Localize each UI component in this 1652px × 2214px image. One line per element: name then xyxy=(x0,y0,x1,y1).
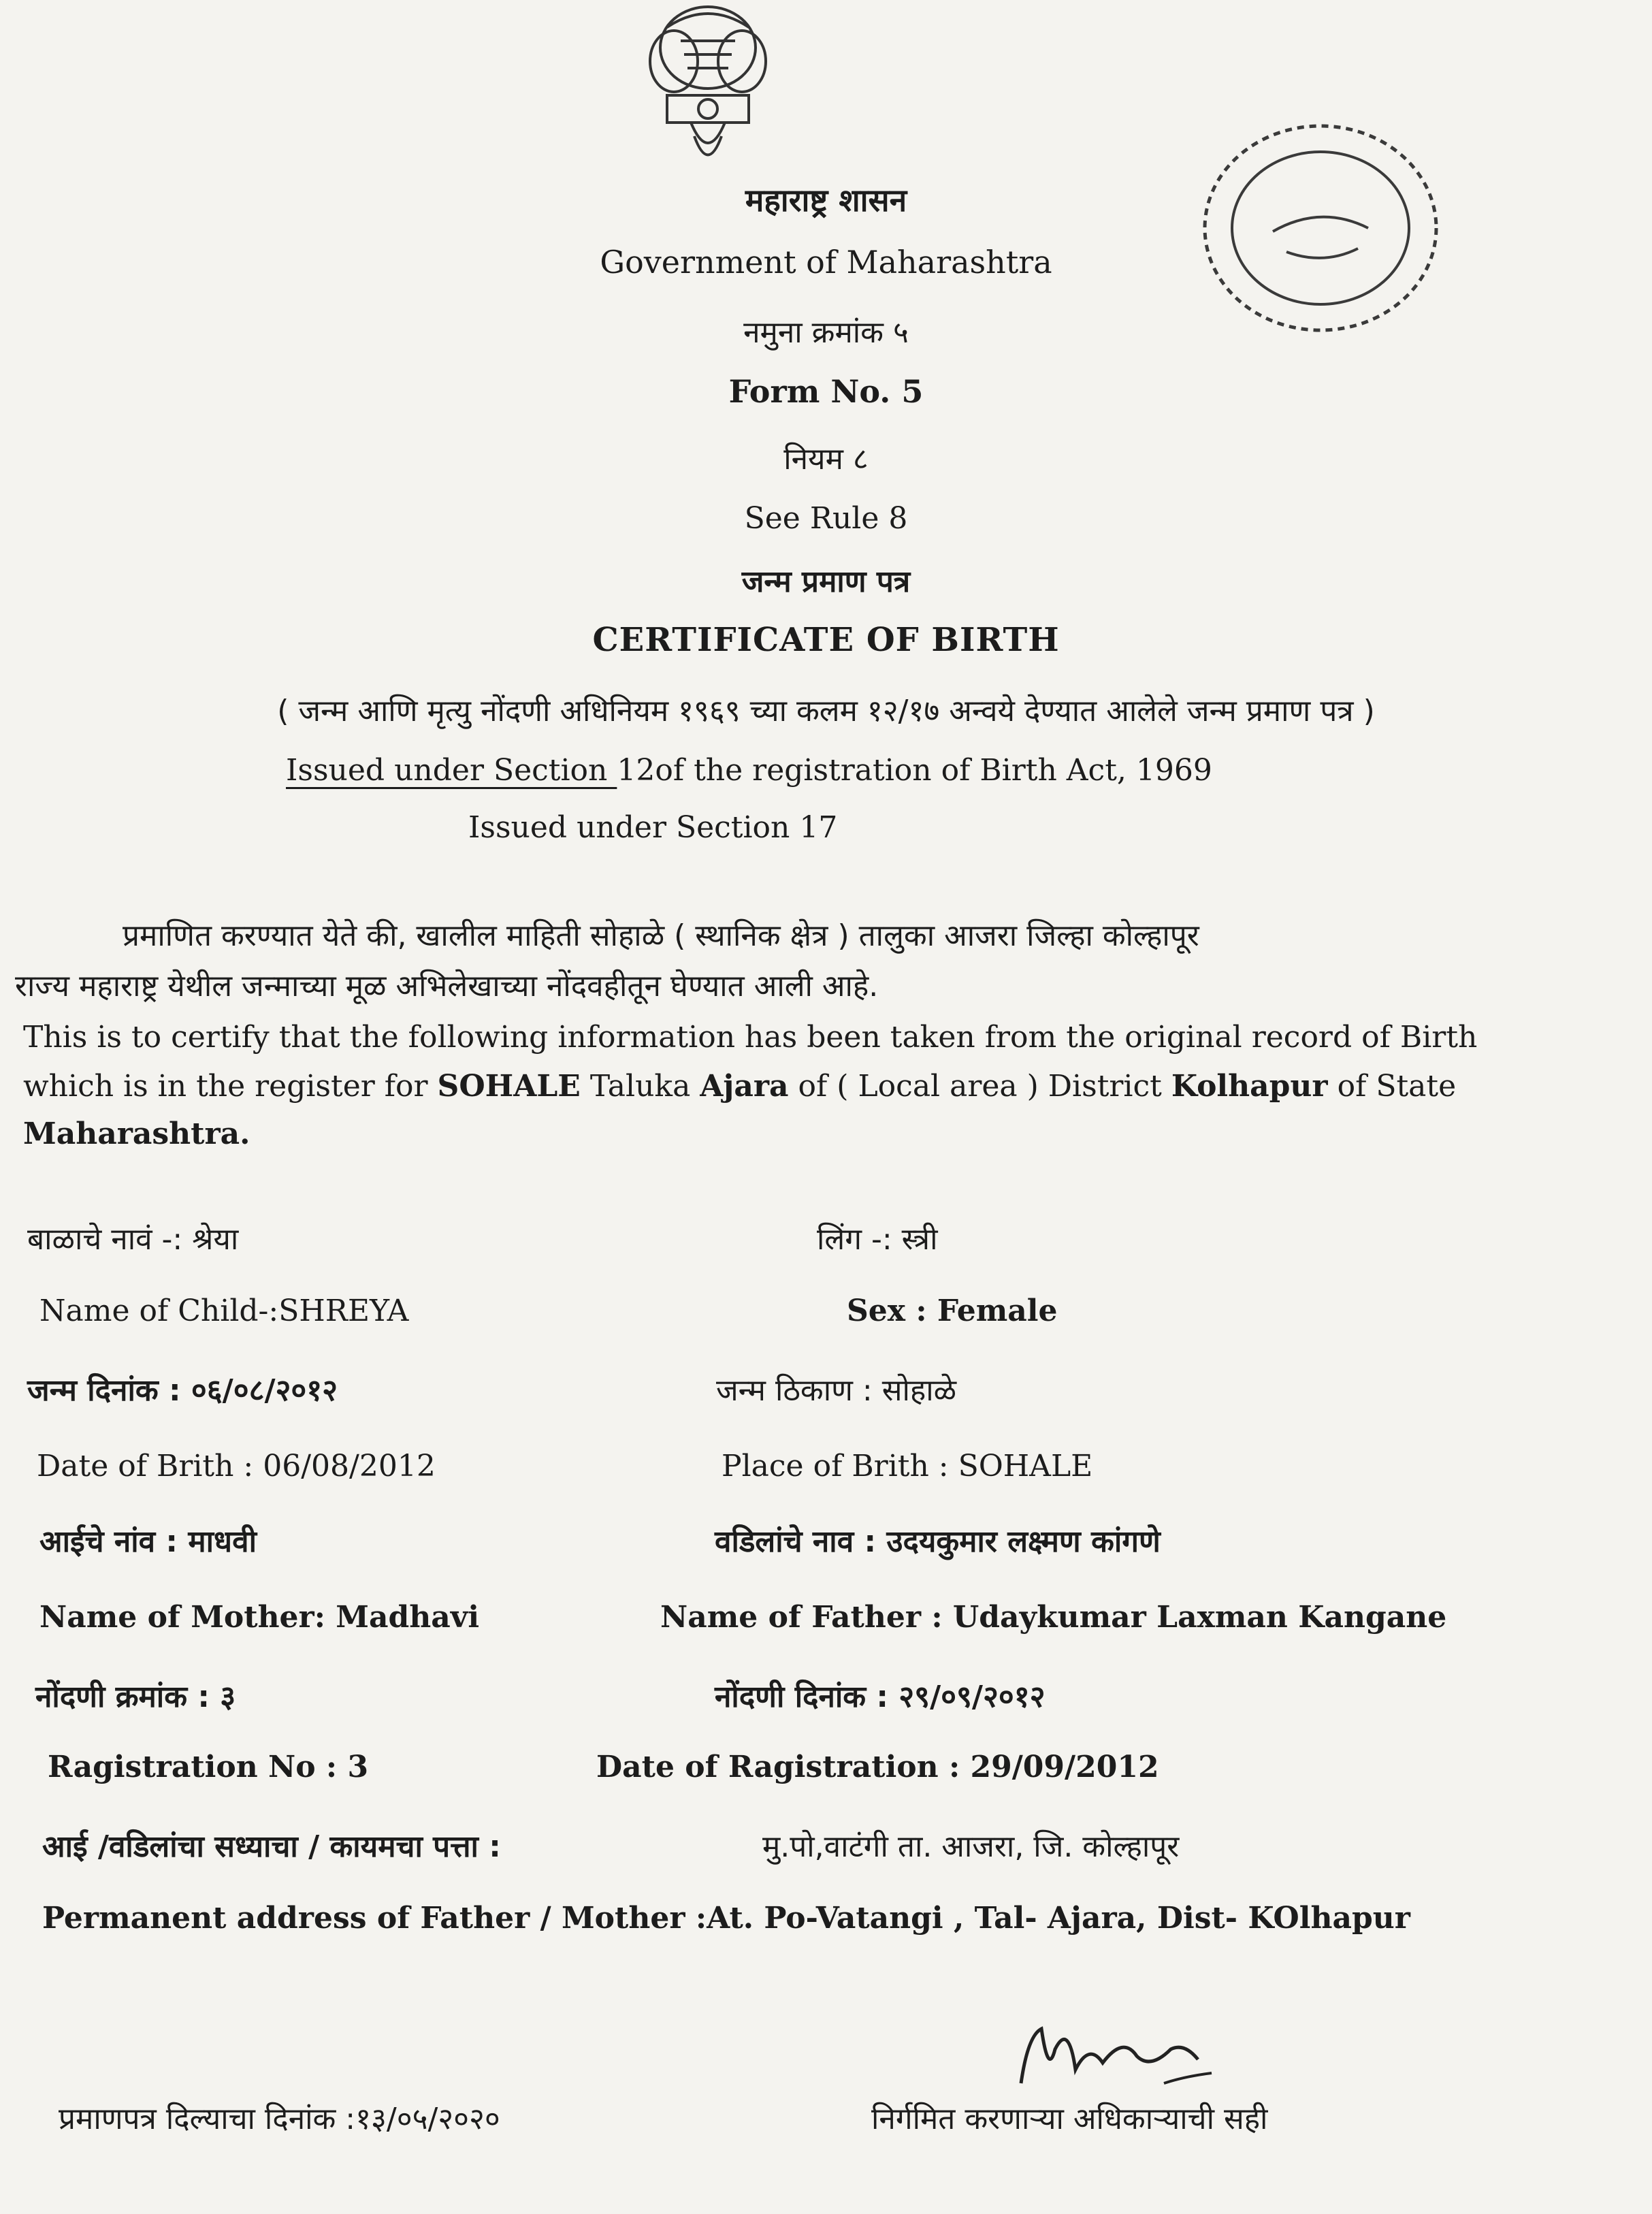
state-emblem-icon xyxy=(626,0,790,177)
registration-date-english: Date of Ragistration : 29/09/2012 xyxy=(596,1750,1159,1784)
date-of-birth-marathi: जन्म दिनांक : ०६/०८/२०१२ xyxy=(27,1373,338,1408)
certificate-issue-date-marathi: प्रमाणपत्र दिल्याचा दिनांक :१३/०५/२०२० xyxy=(59,2102,500,2136)
issuing-officer-signature-label: निर्गमित करणाऱ्या अधिकाऱ्याची सही xyxy=(871,2102,1268,2136)
issued-under-section-12 xyxy=(286,753,1212,788)
registration-date-marathi: नोंदणी दिनांक : २९/०९/२०१२ xyxy=(715,1680,1046,1714)
district-name: Kolhapur xyxy=(1171,1069,1328,1104)
issued-under-underlined: Issued under Section xyxy=(286,753,617,788)
child-name-marathi: बाळाचे नावं -: श्रेया xyxy=(27,1222,239,1257)
sex-marathi: लिंग -: स्त्री xyxy=(817,1222,938,1257)
certify-marathi-line-2: राज्य महाराष्ट्र येथील जन्माच्या मूळ अभिलेखाच्या नोंदवहीतून घेण्यात आली आहे. xyxy=(15,969,879,1004)
taluka-name: Ajara xyxy=(700,1069,789,1104)
issued-under-section-17: Issued under Section 17 xyxy=(468,810,838,845)
father-name-english: Name of Father : Udaykumar Laxman Kangane xyxy=(660,1600,1447,1635)
certify-english-line-1: This is to certify that the following information has been taken from the original record of Birth xyxy=(23,1020,1478,1055)
form-number-marathi: नमुना क्रमांक ५ xyxy=(743,315,909,350)
issued-under-rest: 12of the registration of Birth Act, 1969 xyxy=(617,753,1212,788)
sex-english: Sex : Female xyxy=(847,1294,1058,1328)
certify-english-line-3: Maharashtra. xyxy=(23,1117,250,1151)
rule-marathi: नियम ८ xyxy=(783,442,869,477)
address-value-marathi: मु.पो,वाटंगी ता. आजरा, जि. कोल्हापूर xyxy=(762,1829,1180,1864)
place-of-birth-marathi: जन्म ठिकाण : सोहाळे xyxy=(716,1373,957,1408)
child-name-english: Name of Child-:SHREYA xyxy=(39,1294,409,1328)
mother-name-english: Name of Mother: Madhavi xyxy=(39,1600,480,1635)
certify-text: of ( Local area ) District xyxy=(788,1069,1171,1104)
registration-number-marathi: नोंदणी क्रमांक : ३ xyxy=(35,1680,236,1714)
certificate-title-english: CERTIFICATE OF BIRTH xyxy=(592,621,1060,659)
permanent-address-english: Permanent address of Father / Mother :At. Po-Vatangi , Tal- Ajara, Dist- KOlhapur xyxy=(42,1901,1410,1936)
certify-text: Taluka xyxy=(580,1069,700,1104)
rule-english: See Rule 8 xyxy=(744,501,908,536)
place-of-birth-english: Place of Brith : SOHALE xyxy=(722,1449,1093,1483)
certify-english-line-2 xyxy=(23,1069,1456,1104)
local-area-name: SOHALE xyxy=(437,1069,581,1104)
address-label-marathi: आई /वडिलांचा सध्याचा / कायमचा पत्ता : xyxy=(42,1829,501,1864)
certify-text: of State xyxy=(1327,1069,1457,1104)
date-of-birth-english: Date of Brith : 06/08/2012 xyxy=(37,1449,436,1483)
certificate-title-marathi: जन्म प्रमाण पत्र xyxy=(741,564,911,599)
father-name-marathi: वडिलांचे नाव : उदयकुमार लक्ष्मण कांगणे xyxy=(715,1524,1161,1559)
act-reference-marathi: ( जन्म आणि मृत्यु नोंदणी अधिनियम १९६९ च्या कलम १२/१७ अन्वये देण्यात आलेले जन्म प्रमाण पत्र ) xyxy=(277,694,1375,728)
government-name-marathi: महाराष्ट्र शासन xyxy=(745,182,907,219)
certify-marathi-line-1: प्रमाणित करण्यात येते की, खालील माहिती सोहाळे ( स्थानिक क्षेत्र ) तालुका आजरा जिल्हा कोल्हापूर xyxy=(123,918,1199,953)
registration-number-english: Ragistration No : 3 xyxy=(48,1750,369,1784)
certify-text: which is in the register for xyxy=(23,1069,438,1104)
mother-name-marathi: आईचे नांव : माधवी xyxy=(39,1524,257,1559)
government-name-english: Government of Maharashtra xyxy=(600,244,1052,280)
form-number-english: Form No. 5 xyxy=(728,373,924,410)
